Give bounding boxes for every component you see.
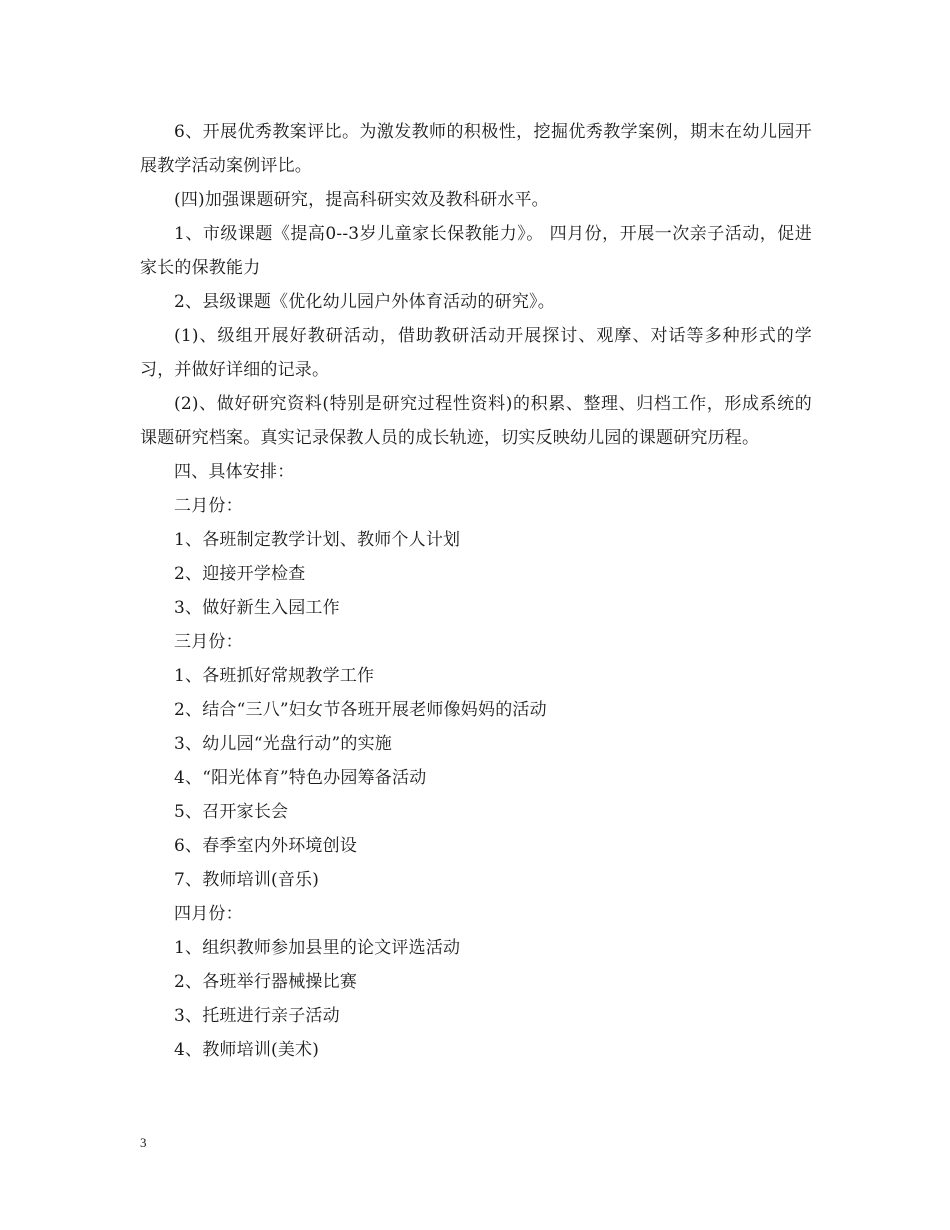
list-item: 3、托班进行亲子活动 — [174, 1006, 340, 1026]
document-body — [140, 115, 812, 1067]
list-item: 2、结合“三八”妇女节各班开展老师像妈妈的活动 — [174, 700, 547, 720]
paragraph: (1)、级组开展好教研活动，借助教研活动开展探讨、观摩、对话等多种形式的学习，并做好详细的记录。 — [140, 326, 812, 380]
list-item: 2、各班举行器械操比赛 — [174, 972, 358, 992]
list-item: 1、组织教师参加县里的论文评选活动 — [174, 938, 461, 958]
list-item: 1、各班制定教学计划、教师个人计划 — [174, 530, 461, 550]
page-number: 3 — [140, 1135, 147, 1150]
list-item: 4、“阳光体育”特色办园筹备活动 — [174, 768, 427, 788]
paragraph: 1、市级课题《提高0--3岁儿童家长保教能力》。 四月份，开展一次亲子活动，促进家长的保教能力 — [140, 224, 812, 278]
list-item: 6、春季室内外环境创设 — [174, 836, 358, 856]
paragraph: (2)、做好研究资料(特别是研究过程性资料)的积累、整理、归档工作，形成系统的课题研究档案。真实记录保教人员的成长轨迹，切实反映幼儿园的课题研究历程。 — [140, 394, 812, 448]
section-heading: (四)加强课题研究，提高科研实效及教科研水平。 — [174, 190, 549, 210]
paragraph: 2、县级课题《优化幼儿园户外体育活动的研究》。 — [174, 292, 555, 312]
list-item: 1、各班抓好常规教学工作 — [174, 666, 375, 686]
list-item: 5、召开家长会 — [174, 802, 289, 822]
month-heading: 三月份： — [174, 632, 243, 652]
list-item: 2、迎接开学检查 — [174, 564, 306, 584]
section-heading: 四、具体安排： — [174, 462, 295, 482]
list-item: 3、做好新生入园工作 — [174, 598, 340, 618]
list-item: 3、幼儿园“光盘行动”的实施 — [174, 734, 392, 754]
month-heading: 二月份： — [174, 496, 243, 516]
month-heading: 四月份： — [174, 904, 243, 924]
list-item: 4、教师培训(美术) — [174, 1040, 320, 1060]
paragraph: 6、开展优秀教案评比。为激发教师的积极性，挖掘优秀教学案例，期末在幼儿园开展教学活动案例评比。 — [140, 122, 812, 176]
list-item: 7、教师培训(音乐) — [174, 870, 320, 890]
